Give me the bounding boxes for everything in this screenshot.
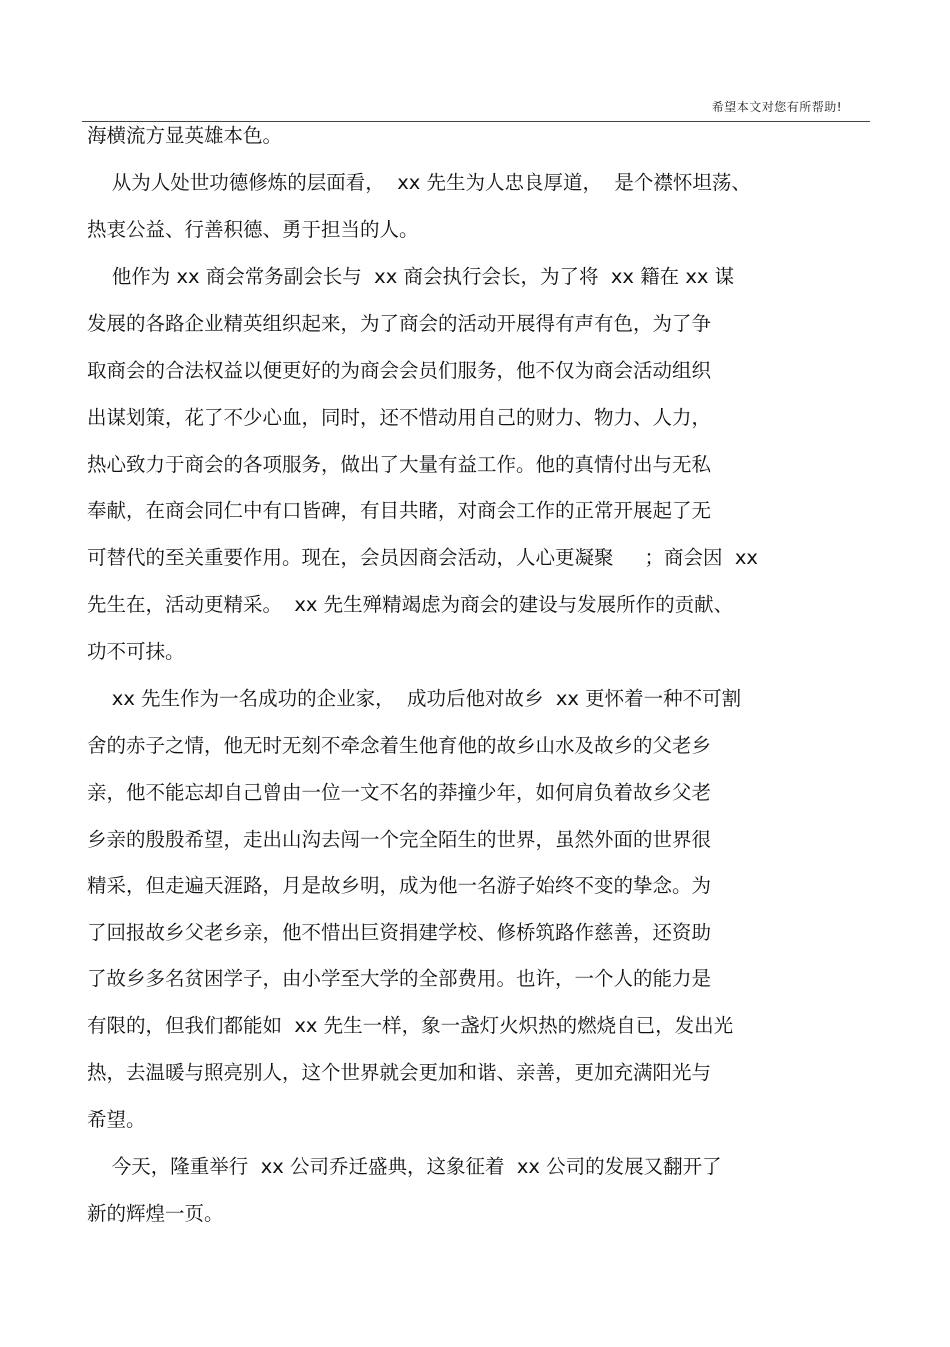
text-line: 奉献，在商会同仁中有口皆碑，有目共睹，对商会工作的正常开展起了无	[87, 499, 712, 522]
text-line: 热衷公益、行善积德、勇于担当的人。	[87, 218, 419, 241]
text-line: 希望。	[87, 1108, 146, 1131]
text-line: 亲，他不能忘却自己曾由一位一文不名的莽撞少年，如何肩负着故乡父老	[87, 781, 712, 804]
text-line: 了故乡多名贫困学子，由小学至大学的全部费用。也许，一个人的能力是	[87, 967, 712, 990]
text-line: 取商会的合法权益以便更好的为商会会员们服务，他不仅为商会活动组织	[87, 359, 712, 382]
text-line: 出谋划策，花了不少心血，同时，还不惜动用自己的财力、物力、人力，	[87, 406, 712, 429]
text-line: 舍的赤子之情，他无时无刻不牵念着生他育他的故乡山水及故乡的父老乡	[87, 734, 712, 757]
text-line: 精采，但走遍天涯路，月是故乡明，成为他一名游子始终不变的挚念。为	[87, 874, 712, 897]
text-line: 热，去温暖与照亮别人，这个世界就会更加和谐、亲善，更加充满阳光与	[87, 1061, 712, 1084]
text-line: 先生在，活动更精采。 xx 先生殚精竭虑为商会的建设与发展所作的贡献、	[87, 593, 734, 616]
text-line: 乡亲的殷殷希望，走出山沟去闯一个完全陌生的世界，虽然外面的世界很	[87, 828, 712, 851]
header-divider	[82, 121, 870, 122]
text-line: 发展的各路企业精英组织起来，为了商会的活动开展得有声有色，为了争	[87, 312, 712, 335]
text-line: 他作为 xx 商会常务副会长与 xx 商会执行会长，为了将 xx 籍在 xx 谋	[87, 265, 735, 288]
text-line: 热心致力于商会的各项服务，做出了大量有益工作。他的真情付出与无私	[87, 453, 712, 476]
text-line: 可替代的至关重要作用。现在，会员因商会活动，人心更凝聚 ；商会因 xx	[87, 546, 758, 569]
text-line: xx 先生作为一名成功的企业家， 成功后他对故乡 xx 更怀着一种不可割	[87, 687, 742, 710]
text-line: 新的辉煌一页。	[87, 1202, 224, 1225]
text-line: 海横流方显英雄本色。	[87, 124, 283, 147]
text-line: 从为人处世功德修炼的层面看， xx 先生为人忠良厚道， 是个襟怀坦荡、	[87, 171, 751, 194]
page-header-text: 希望本文对您有所帮助!	[711, 100, 842, 114]
text-line: 了回报故乡父老乡亲，他不惜出巨资捐建学校、修桥筑路作慈善，还资助	[87, 921, 712, 944]
text-line: 功不可抹。	[87, 640, 185, 663]
text-line: 有限的，但我们都能如 xx 先生一样，象一盏灯火炽热的燃烧自已，发出光	[87, 1014, 734, 1037]
text-line: 今天，隆重举行 xx 公司乔迁盛典，这象征着 xx 公司的发展又翻开了	[87, 1155, 722, 1178]
